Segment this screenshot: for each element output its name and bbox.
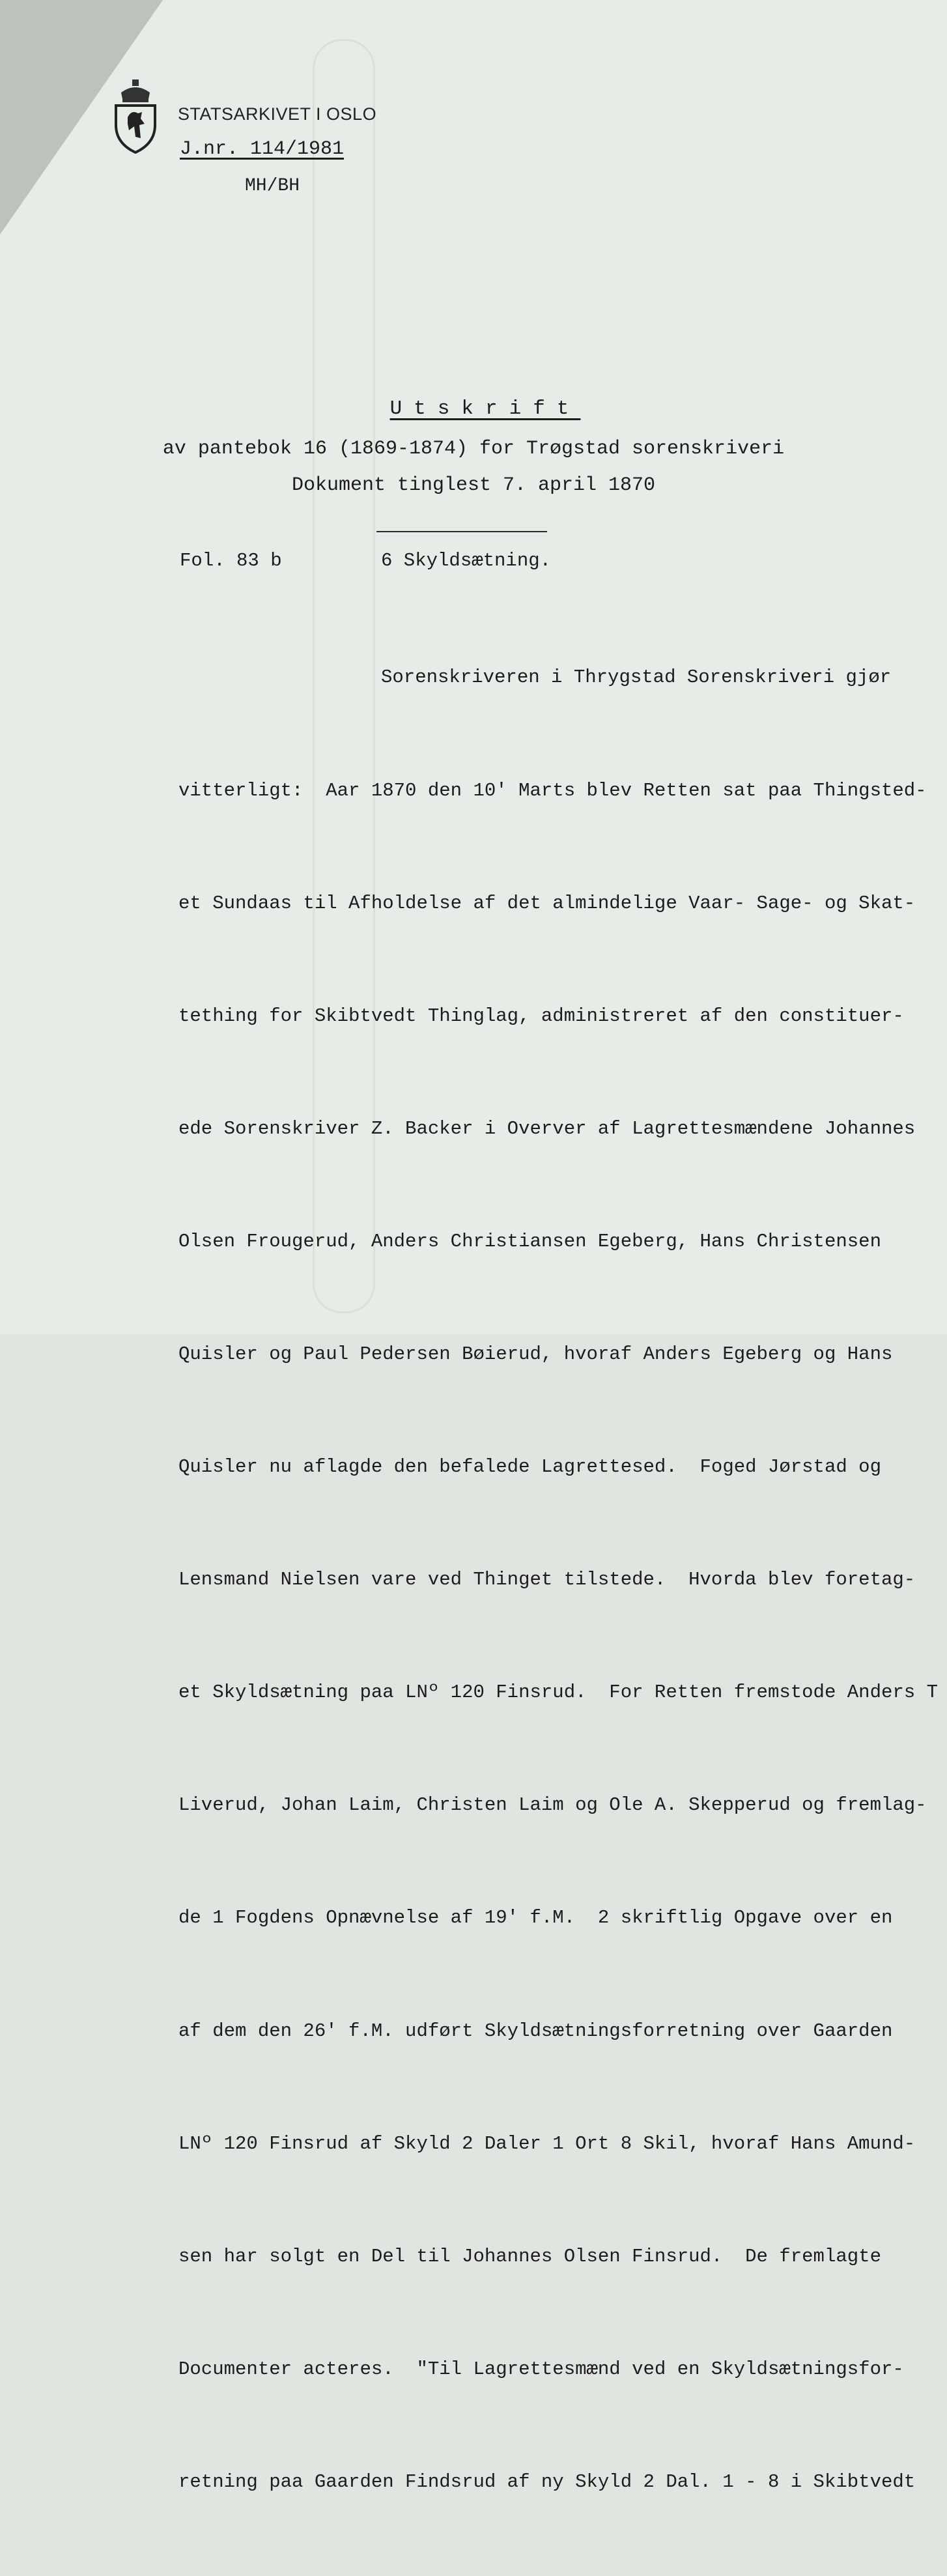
body-line: vitterligt: Aar 1870 den 10' Marts blev Retten sat paa Thingsted- [178,779,927,801]
body-line: Documenter acteres. "Til Lagrettesmænd ved en Skyldsætningsfor- [178,2358,904,2380]
body-line: et Skyldsætning paa LNº 120 Finsrud. For Retten fremstode Anders T [178,1682,938,1704]
body-line: ede Sorenskriver Z. Backer i Overver af Lagrettesmændene Johannes [178,1117,916,1139]
body-line: retning paa Gaarden Findsrud af ny Skyld 2 Dal. 1 - 8 i Skibtvedt [178,2470,916,2493]
body-line: af dem den 26' f.M. udført Skyldsætningsforretning over Gaarden [178,2020,893,2042]
body-line: Lensmand Nielsen vare ved Thinget tilstede. Hvorda blev foretag- [178,1569,916,1591]
body-line: et Sundaas til Afholdelse af det almindelige Vaar- Sage- og Skat- [178,892,916,914]
entry-heading: 6 Skyldsætning. [381,550,552,571]
body-line: Liverud, Johan Laim, Christen Laim og Ole A. Skepperud og fremlag- [178,1794,927,1816]
divider [376,531,547,532]
body-line: tething for Skibtvedt Thinglag, administreret af den constituer- [178,1005,904,1027]
coat-of-arms-icon [112,78,159,154]
document-title: Utskrift [389,397,581,420]
body-line: Olsen Frougerud, Anders Christiansen Egeberg, Hans Christensen [178,1230,881,1252]
document-date-line: Dokument tinglest 7. april 1870 [291,474,656,496]
body-line: sen har solgt en Del til Johannes Olsen Finsrud. De fremlagte [178,2245,881,2267]
folio-reference: Fol. 83 b [180,550,282,571]
initials: MH/BH [245,176,300,196]
body-line: Sorenskriveren i Thrygstad Sorenskriveri gjør [381,666,892,689]
body-line: Quisler nu aflagde den befalede Lagrettesed. Foged Jørstad og [178,1456,881,1478]
journal-number: J.nr. 114/1981 [180,138,345,160]
body-line: LNº 120 Finsrud af Skyld 2 Daler 1 Ort 8 Skil, hvoraf Hans Amund- [178,2132,916,2154]
body-line: Quisler og Paul Pedersen Bøierud, hvoraf Anders Egeberg og Hans [178,1343,893,1365]
archive-name: STATSARKIVET I OSLO [178,104,377,124]
body-line: de 1 Fogdens Opnævnelse af 19' f.M. 2 skriftlig Opgave over en [178,1907,893,1929]
body-text [178,584,938,2576]
document-subtitle: av pantebok 16 (1869-1874) for Trøgstad sorenskriveri [162,438,785,460]
